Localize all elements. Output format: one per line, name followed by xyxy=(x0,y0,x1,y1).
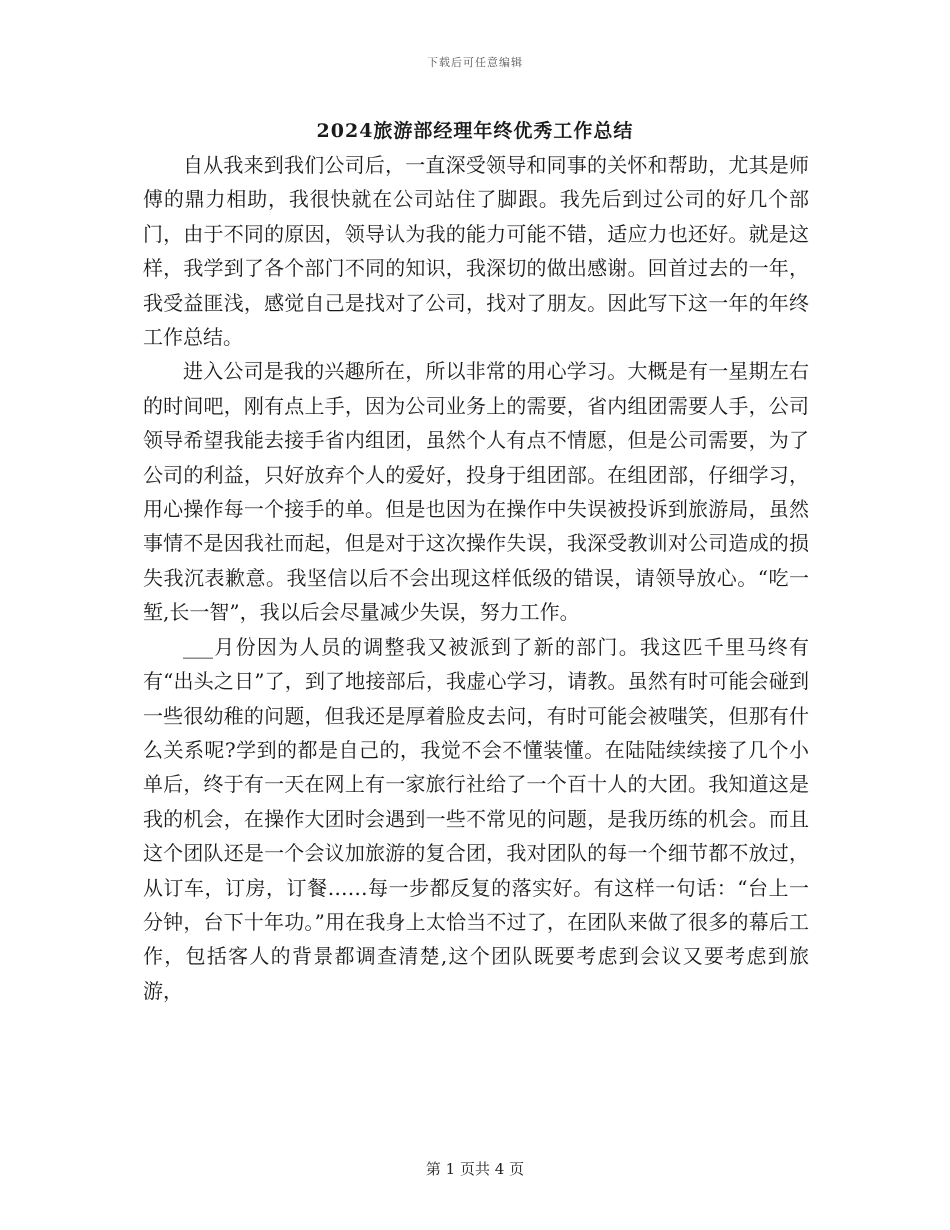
paragraph-2: 进入公司是我的兴趣所在，所以非常的用心学习。大概是有一星期左右的时间吧，刚有点上手，因为公司业务上的需要，省内组团需要人手，公司领导希望我能去接手省内组团，虽然个人有点不情愿，但是公司需要，为了公司的利益，只好放弃个人的爱好，投身于组团部。在组团部，仔细学习，用心操作每一个接手的单。但是也因为在操作中失误被投诉到旅游局，虽然事情不是因我社而起，但是对于这次操作失误，我深受教训对公司造成的损失我沉表歉意。我坚信以后不会出现这样低级的错误，请领导放心。“吃一堑,长一智”，我以后会尽量减少失误，努力工作。 xyxy=(143,359,809,625)
document-body xyxy=(143,148,809,1008)
header-note: 下载后可任意编辑 xyxy=(427,56,523,69)
page-number-footer: 第 1 页共 4 页 xyxy=(425,1160,525,1178)
document-title: 2024旅游部经理年终优秀工作总结 xyxy=(316,120,634,142)
paragraph-1: 自从我来到我们公司后，一直深受领导和同事的关怀和帮助，尤其是师傅的鼎力相助，我很快就在公司站住了脚跟。我先后到过公司的好几个部门，由于不同的原因，领导认为我的能力可能不错，适应力也还好。就是这样，我学到了各个部门不同的知识，我深切的做出感谢。回首过去的一年，我受益匪浅，感觉自己是找对了公司，找对了朋友。因此写下这一年的年终工作总结。 xyxy=(143,153,809,350)
paragraph-3: ___月份因为人员的调整我又被派到了新的部门。我这匹千里马终有有“出头之日”了，到了地接部后，我虚心学习，请教。虽然有时可能会碰到一些很幼稚的问题，但我还是厚着脸皮去问，有时可能会被嗤笑，但那有什么关系呢?学到的都是自己的，我觉不会不懂装懂。在陆陆续续接了几个小单后，终于有一天在网上有一家旅行社给了一个百十人的大团。我知道这是我的机会，在操作大团时会遇到一些不常见的问题，是我历练的机会。而且这个团队还是一个会议加旅游的复合团，我对团队的每一个细节都不放过，从订车，订房，订餐……每一步都反复的落实好。有这样一句话：“台上一分钟，台下十年功。”用在我身上太恰当不过了，在团队来做了很多的幕后工作，包括客人的背景都调查清楚,这个团队既要考虑到会议又要考虑到旅游， xyxy=(143,634,809,1003)
